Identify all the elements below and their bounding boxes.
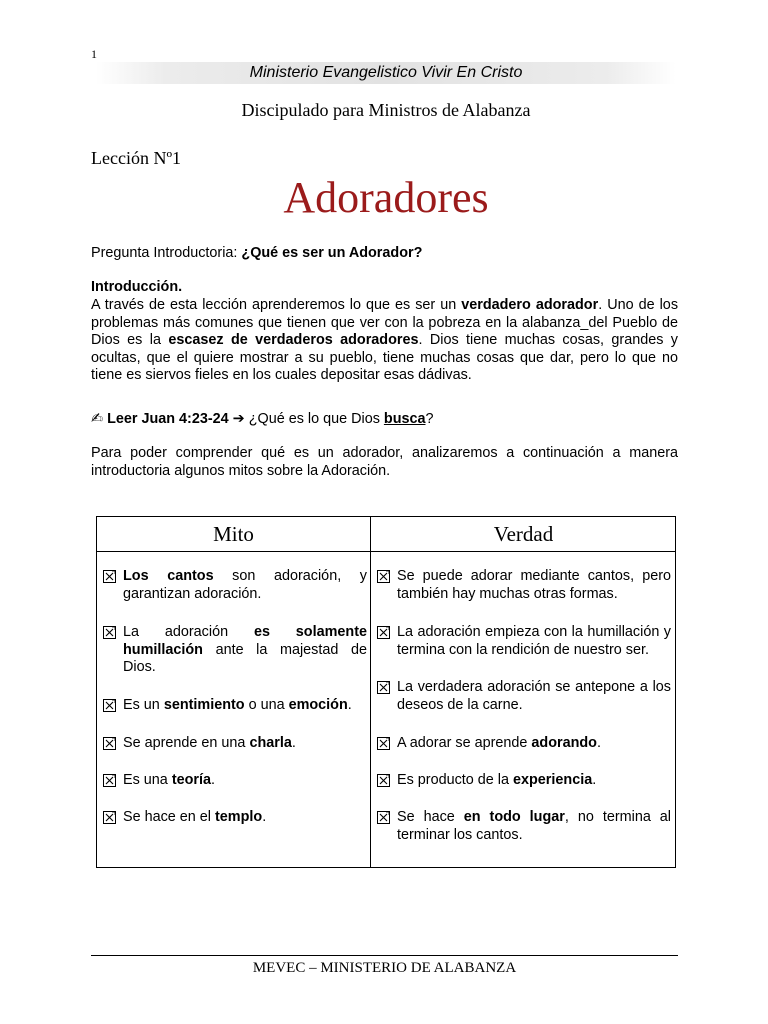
truth-item bbox=[377, 624, 671, 664]
myth-text: . bbox=[291, 735, 296, 751]
column-header-mito: Mito bbox=[213, 522, 254, 546]
paragraph-myths-intro: Para poder comprender qué es un adorador, analizaremos a continuación a manera introductoria algunos mitos sobre la Adoración. bbox=[91, 445, 678, 479]
truth-item bbox=[377, 809, 671, 849]
truth-bold: experiencia bbox=[513, 772, 593, 788]
myth-bold: charla bbox=[249, 735, 292, 751]
myth-item bbox=[103, 735, 367, 755]
intro-heading: Introducción. bbox=[91, 279, 183, 295]
myth-bold: sentimiento bbox=[163, 697, 245, 713]
truth-bold: en todo lugar bbox=[463, 809, 565, 825]
truth-item bbox=[377, 735, 671, 755]
myth-text: . bbox=[211, 772, 216, 788]
checkbox-x-icon bbox=[377, 774, 390, 787]
myth-text: Se hace en el bbox=[123, 809, 216, 825]
truth-text: Se puede adorar mediante cantos, pero también hay muchas otras formas. bbox=[397, 568, 671, 602]
myth-bold: emoción bbox=[288, 697, 348, 713]
page-subtitle: Discipulado para Ministros de Alabanza bbox=[241, 100, 531, 120]
page-footer: MEVEC – MINISTERIO DE ALABANZA bbox=[252, 960, 517, 976]
myth-item bbox=[103, 697, 367, 717]
pencil-icon: ✍ bbox=[91, 411, 104, 427]
column-header-verdad: Verdad bbox=[493, 522, 554, 546]
checkbox-x-icon bbox=[103, 570, 116, 583]
reading-question-1: ¿Qué es lo que Dios bbox=[244, 411, 384, 427]
question-text: ¿Qué es ser un Adorador? bbox=[241, 245, 423, 261]
truth-item bbox=[377, 772, 671, 792]
intro-text-3: . Dios tiene muchas cosas, grandes y ocultas, que el quiere mostrar a su pueblo, tiene muchas cosas que dar, pero lo que no tiene es siervos fieles en los cuales depositar esas dádivas. bbox=[91, 332, 678, 384]
myth-bold: teoría bbox=[171, 772, 212, 788]
truth-text: A adorar se aprende bbox=[397, 735, 532, 751]
checkbox-x-icon bbox=[377, 681, 390, 694]
intro-bold-2: escasez de verdaderos adoradores bbox=[168, 332, 419, 349]
myth-text: . bbox=[262, 809, 267, 825]
arrow-right-icon: ➔ bbox=[232, 411, 245, 427]
question-label: Pregunta Introductoria: bbox=[91, 245, 242, 261]
footer-divider bbox=[91, 955, 678, 956]
myth-bold: Los cantos bbox=[123, 568, 214, 584]
myth-bold: es solamente humillación bbox=[123, 624, 367, 658]
myth-text: Es una bbox=[123, 772, 172, 788]
table-header-divider bbox=[97, 551, 675, 552]
reading-question-emph: busca bbox=[383, 411, 426, 427]
myth-item bbox=[103, 568, 367, 608]
myth-text: . bbox=[347, 697, 352, 713]
myth-text: Es un bbox=[123, 697, 164, 713]
checkbox-x-icon bbox=[377, 570, 390, 583]
truth-text: La verdadera adoración se antepone a los deseos de la carne. bbox=[397, 679, 671, 713]
page-number: 1 bbox=[91, 47, 97, 61]
checkbox-x-icon bbox=[377, 737, 390, 750]
truth-text: Se hace bbox=[397, 809, 464, 825]
reading-line bbox=[91, 411, 678, 429]
truth-item bbox=[377, 679, 671, 719]
myth-item bbox=[103, 809, 367, 829]
truth-text: , no termina al terminar los cantos. bbox=[397, 809, 671, 843]
myth-text: Se aprende en una bbox=[123, 735, 250, 751]
myth-item bbox=[103, 624, 367, 680]
myth-text: ante la majestad de Dios. bbox=[123, 641, 367, 676]
checkbox-x-icon bbox=[377, 811, 390, 824]
myths-table bbox=[96, 516, 676, 868]
lesson-number: Lección Nº1 bbox=[91, 148, 182, 168]
intro-text-2: . Uno de los problemas más comunes que tienen que ver con la pobreza en la alabanza_del Pueblo de Dios es la bbox=[91, 297, 679, 349]
intro-paragraph bbox=[91, 297, 678, 385]
intro-question bbox=[91, 245, 678, 263]
page-title: Adoradores bbox=[283, 173, 489, 222]
checkbox-x-icon bbox=[103, 737, 116, 750]
checkbox-x-icon bbox=[103, 774, 116, 787]
table-column-divider bbox=[370, 517, 371, 867]
myth-item bbox=[103, 772, 367, 792]
truth-text: Es producto de la bbox=[397, 772, 513, 788]
truth-bold: adorando bbox=[531, 735, 597, 751]
checkbox-x-icon bbox=[377, 626, 390, 639]
truth-text: . bbox=[596, 735, 601, 751]
checkbox-x-icon bbox=[103, 626, 116, 639]
myth-text: son adoración, y garantizan adoración. bbox=[123, 568, 367, 602]
truth-text: La adoración empieza con la humillación y termina con la rendición de nuestro ser. bbox=[397, 624, 671, 658]
intro-text-1: A través de esta lección aprenderemos lo que es ser un bbox=[91, 297, 462, 313]
intro-bold-1: verdadero adorador bbox=[461, 297, 599, 313]
reading-reference: Leer Juan 4:23-24 bbox=[107, 411, 229, 427]
truth-item bbox=[377, 568, 671, 608]
checkbox-x-icon bbox=[103, 699, 116, 712]
truth-text: . bbox=[592, 772, 597, 788]
myth-text: o una bbox=[244, 697, 289, 713]
myth-text: La adoración bbox=[123, 624, 254, 640]
reading-question-3: ? bbox=[425, 411, 434, 427]
ministry-name: Ministerio Evangelistico Vivir En Cristo bbox=[249, 64, 523, 81]
checkbox-x-icon bbox=[103, 811, 116, 824]
myth-bold: templo bbox=[215, 809, 263, 825]
